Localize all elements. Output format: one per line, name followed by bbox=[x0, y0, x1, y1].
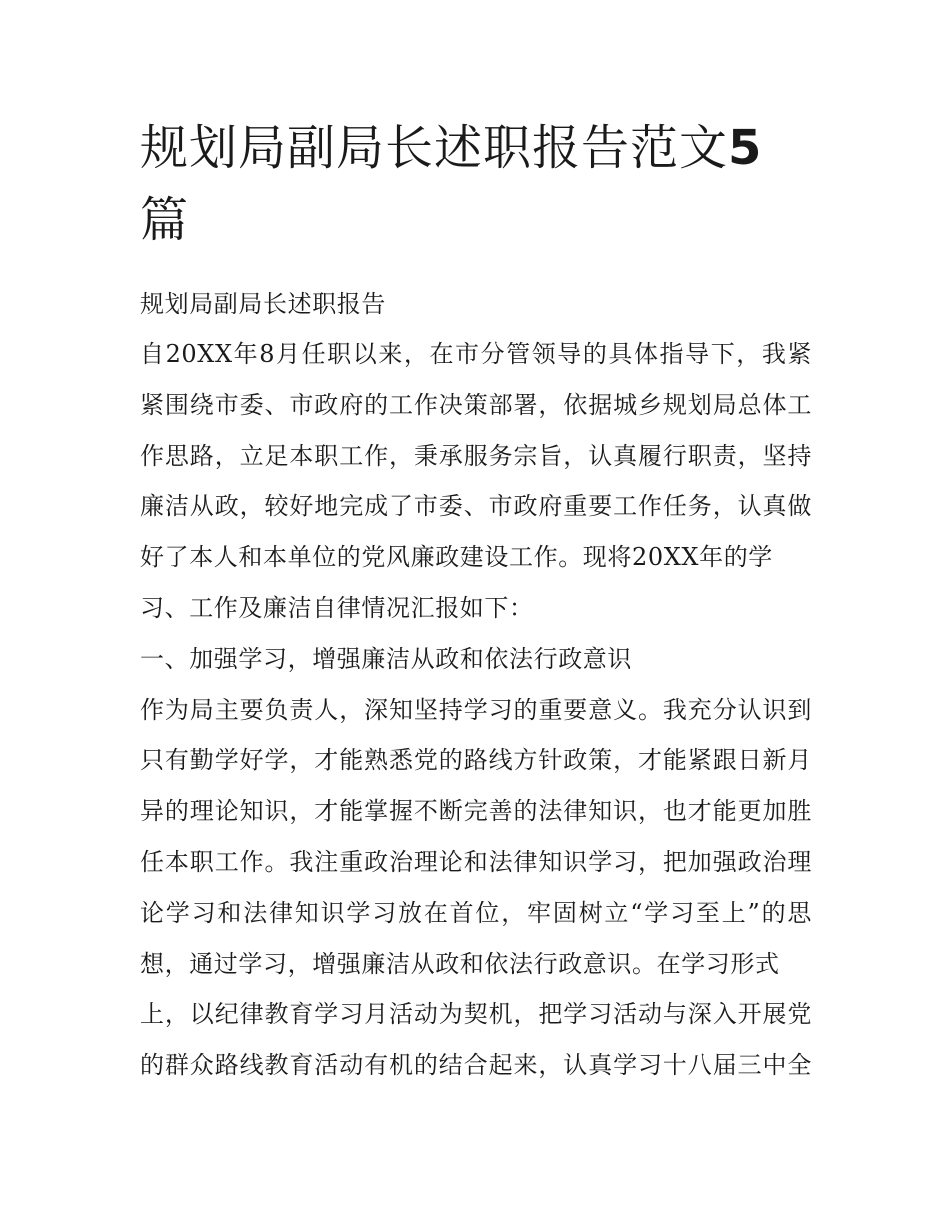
title-text-end: 篇 bbox=[140, 192, 190, 248]
section-heading: 一、加强学习，增强廉洁从政和依法行政意识 bbox=[140, 644, 632, 673]
text-line: 自20XX年8月任职以来，在市分管领导的具体指导下，我紧 bbox=[140, 340, 812, 368]
text-line: 作为局主要负责人，深知坚持学习的重要意义。我充分认识到 bbox=[140, 695, 812, 724]
title-number: 5 bbox=[728, 120, 763, 176]
text-line: 好了本人和本单位的党风廉政建设工作。现将20XX年的学 bbox=[140, 543, 773, 572]
text-line: 习、工作及廉洁自律情况汇报如下： bbox=[140, 593, 534, 622]
text-line: 想，通过学习，增强廉洁从政和依法行政意识。在学习形式 bbox=[140, 949, 780, 978]
text-line: 任本职工作。我注重政治理论和法律知识学习，把加强政治理 bbox=[140, 847, 812, 876]
text-line: 异的理论知识，才能掌握不断完善的法律知识，也才能更加胜 bbox=[140, 797, 812, 826]
title-text: 规划局副局长述职报告范文 bbox=[140, 120, 729, 176]
text-line: 的群众路线教育活动有机的结合起来，认真学习十八届三中全 bbox=[140, 1051, 812, 1080]
text-line: 只有勤学好学，才能熟悉党的路线方针政策，才能紧跟日新月 bbox=[140, 746, 812, 775]
text-line: 作思路，立足本职工作，秉承服务宗旨，认真履行职责，坚持 bbox=[140, 441, 812, 470]
text-line: 论学习和法律知识学习放在首位，牢固树立“学习至上”的思 bbox=[140, 898, 812, 927]
document-body bbox=[140, 112, 812, 1091]
text-line: 上，以纪律教育学习月活动为契机，把学习活动与深入开展党 bbox=[140, 1000, 812, 1029]
document-title bbox=[140, 112, 812, 256]
text-line: 紧围绕市委、市政府的工作决策部署，依据城乡规划局总体工 bbox=[140, 390, 812, 419]
document-subtitle: 规划局副局长述职报告 bbox=[140, 290, 386, 318]
text-line: 廉洁从政，较好地完成了市委、市政府重要工作任务，认真做 bbox=[140, 492, 812, 521]
